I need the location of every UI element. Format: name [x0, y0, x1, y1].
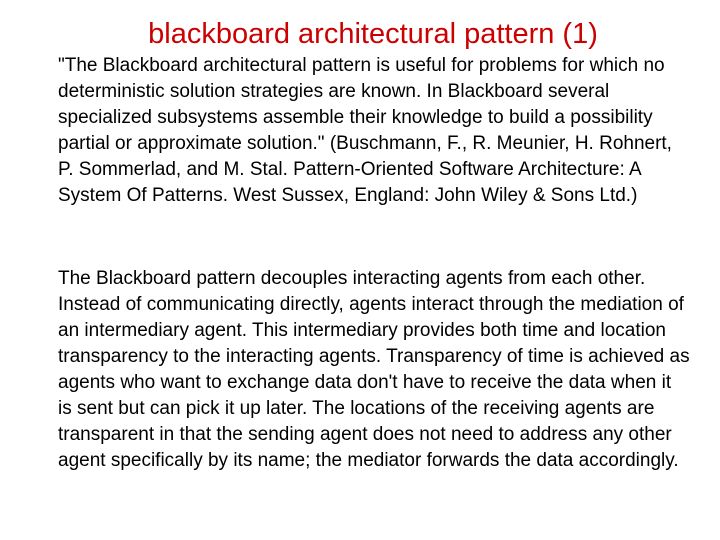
slide-title: blackboard architectural pattern (1) — [148, 18, 598, 50]
description-paragraph: The Blackboard pattern decouples interacting agents from each other. Instead of communicating directly, agents interact through the mediation of an intermediary agent. This intermediary provides both time and location transparency to the interacting agents. Transparency of time is achieved as agents who want to exchange data don't have to receive the data when it is sent but can pick it up later. The locations of the receiving agents are transparent in that the sending agent does not need to address any other agent specifically by its name; the mediator forwards the data accordingly. — [58, 268, 690, 471]
quote-paragraph: "The Blackboard architectural pattern is useful for problems for which no deterministic solution strategies are known. In Blackboard several specialized subsystems assemble their knowledge to build a possibility partial or approximate solution." (Buschmann, F., R. Meunier, H. Rohnert, P. Sommerlad, and M. Stal. Pattern-Oriented Software Architecture: A System Of Patterns. West Sussex, England: John Wiley & Sons Ltd.) — [58, 55, 672, 206]
